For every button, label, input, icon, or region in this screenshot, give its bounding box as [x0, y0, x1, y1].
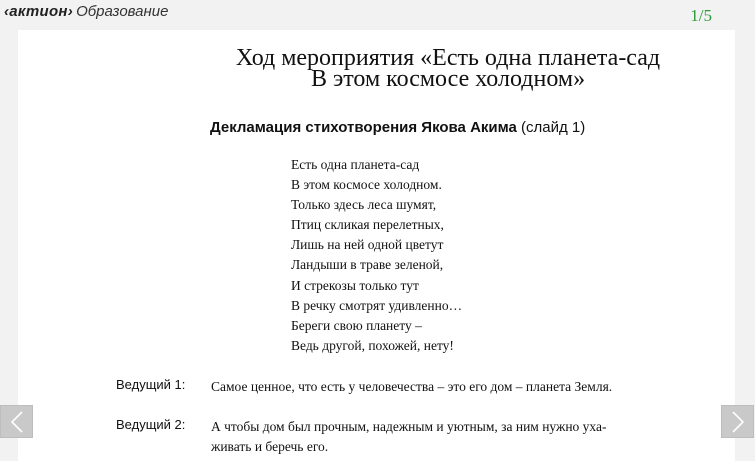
- section-heading-bold: Декламация стихотворения Якова Акима: [210, 119, 517, 136]
- speaker-2-paragraph: [116, 417, 716, 461]
- poem-block: [291, 155, 651, 356]
- poem-line: И стрекозы только тут: [291, 277, 419, 293]
- chevron-right-icon: [731, 411, 745, 433]
- poem-line: Птиц скликая перелетных,: [291, 217, 444, 233]
- logo-wordmark: ‹актион›: [4, 3, 74, 20]
- poem-line: В этом космосе холодном.: [291, 177, 442, 193]
- speaker-1-label: Ведущий 1:: [116, 377, 186, 392]
- title-line-2: В этом космосе холодном»: [310, 66, 586, 92]
- speaker-1-paragraph: [116, 377, 716, 399]
- logo-section: Образование: [76, 3, 169, 20]
- page-indicator: 1/5: [690, 6, 712, 25]
- poem-line: Только здесь леса шумят,: [291, 197, 437, 213]
- poem-line: Ландыши в траве зеленой,: [291, 257, 444, 273]
- section-heading-note: (слайд 1): [516, 119, 586, 136]
- poem-line: Есть одна планета-сад: [291, 157, 420, 172]
- section-heading: [210, 119, 730, 136]
- top-bar: [0, 0, 755, 30]
- prev-page-button[interactable]: [0, 405, 33, 438]
- next-page-button[interactable]: [721, 405, 754, 438]
- speaker-1-text: Самое ценное, что есть у человечества – это его дом – планета Земля.: [211, 379, 613, 394]
- document-page: [18, 30, 735, 461]
- speaker-2-label: Ведущий 2:: [116, 417, 186, 432]
- poem-line: В речку смотрят удивленно…: [291, 297, 463, 313]
- chevron-left-icon: [10, 411, 24, 433]
- poem-line: Береги свою планету –: [291, 317, 422, 333]
- speaker-2-text-body: А чтобы дом был прочным, надежным и уютным, за ним нужно уха- живать и беречь его.: [211, 419, 607, 454]
- poem-line: Ведь другой, похожей, нету!: [291, 337, 454, 353]
- page-title: [168, 45, 728, 92]
- brand-logo[interactable]: [4, 3, 168, 20]
- poem-line: Лишь на ней одной цветут: [291, 237, 444, 253]
- title-line-1: Ход мероприятия «Есть одна планета-сад: [235, 45, 661, 71]
- speaker-2-text: [211, 417, 718, 457]
